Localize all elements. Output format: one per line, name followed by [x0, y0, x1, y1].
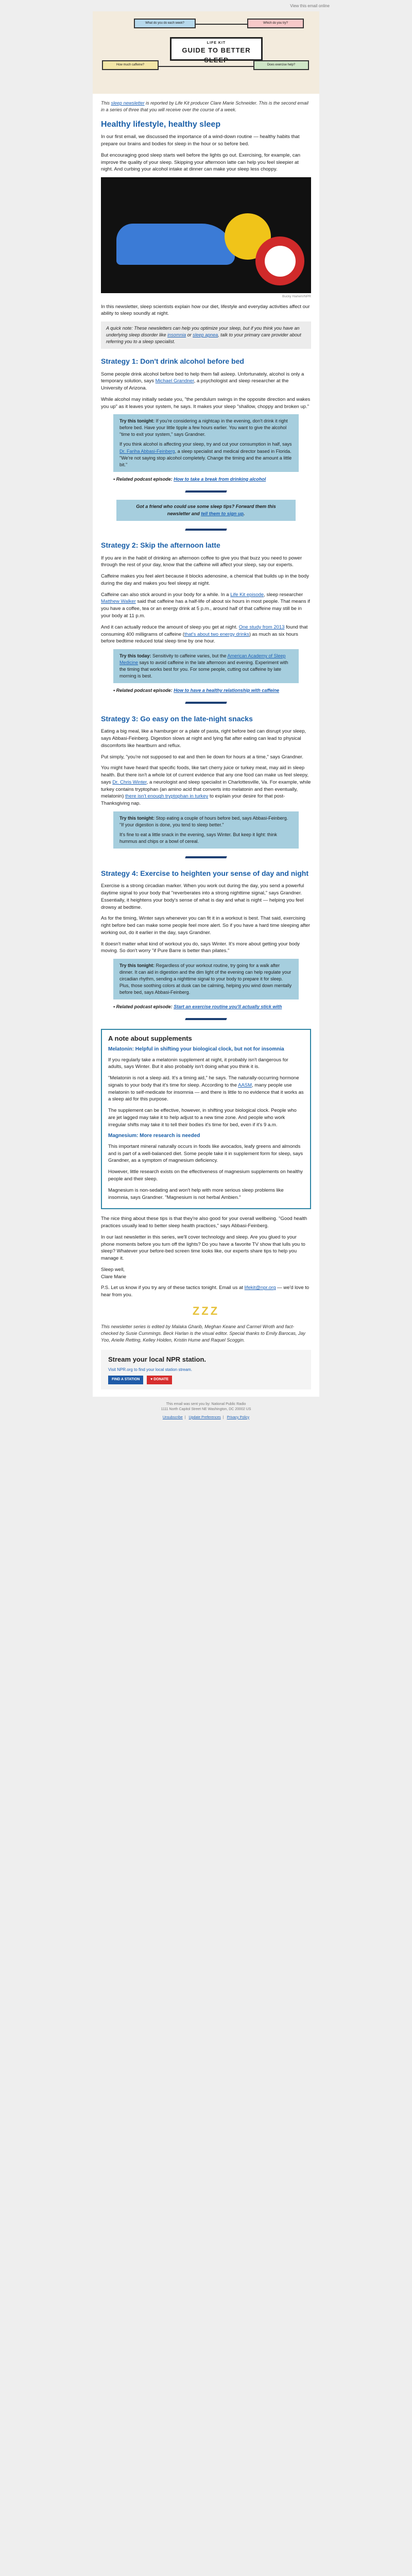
tip-box: Try this tonight: If you're considering a nightcap in the evening, don't drink it right before bed. Have your little tipple a few hours earlier. You want to give the alcohol "time to exit your system," says Grandner. If you think alcohol is affecting your sleep, try and cut your consumption in half, says Dr. Fariha Abbasi-Feinberg, a sleep specialist and medical director based in Florida. "We're not saying stop alcohol completely. Change the timing and the amount a little bit." — [113, 414, 299, 471]
matthew-walker-link[interactable]: Matthew Walker — [101, 599, 136, 605]
view-online-link[interactable]: View this email online — [290, 4, 330, 8]
guide-logo — [170, 37, 263, 64]
donate-button[interactable]: ♥ DONATE — [147, 1376, 172, 1384]
unsubscribe-link[interactable]: Unsubscribe — [162, 1415, 183, 1419]
sneaker-shape — [116, 224, 235, 265]
paragraph: Caffeine makes you feel alert because it blocks adenosine, a chemical that builds up in the body during the day and makes you feel sleepy at night. — [101, 573, 309, 586]
sleep-newsletter-link[interactable]: sleep newsletter — [111, 100, 145, 106]
footer-sender: This email was sent you by: National Public Radio — [166, 1402, 246, 1406]
tryptophan-link[interactable]: there isn't enough tryptophan in turkey — [125, 793, 209, 800]
supplements-title: A note about supplements — [108, 1035, 192, 1043]
chris-winter-link[interactable]: Dr. Chris Winter — [112, 779, 147, 785]
tip-box: Try this today: Sensitivity to caffeine varies, but the American Academy of Sleep Medicine says to avoid caffeine in the late afternoon and evening. Experiment with the timing that works best for you. For some people, cutting out caffeine by late morning is best. — [113, 649, 299, 683]
quick-note: A quick note: These newsletters can help you optimize your sleep, but if you think you have an underlying sleep disorder like insomnia or sleep apnea, talk to your primary care provider about referring you to a sleep specialist. — [101, 321, 311, 349]
divider — [101, 488, 311, 495]
magnesium-heading: Magnesium: More research is needed — [108, 1133, 200, 1139]
header-box-4: Does exercise help? — [253, 60, 309, 70]
arrow-connector — [196, 24, 247, 25]
paragraph: This important mineral naturally occurs in foods like avocados, leafy greens and almonds and is part of a well-balanced diet. Some people take it in supplement form for sleep, says Grandner, as a symptom of magnesium deficiency. — [108, 1143, 303, 1164]
top-bar — [0, 0, 412, 11]
related-episode-link[interactable]: Start an exercise routine you'll actually stick with — [174, 1004, 282, 1010]
paragraph: In this newsletter, sleep scientists explain how our diet, lifestyle and everyday activities affect our ability to sleep soundly at night. — [101, 303, 310, 317]
paragraph: If you are in the habit of drinking an afternoon coffee to give you that buzz you need to power through the rest of your day, know that the caffeine will affect your sleep, say our experts. — [101, 555, 302, 568]
paragraph: In our first email, we discussed the importance of a wind-down routine — healthy habits that prepare our brains and bodies for sleep in the hour or so before bed. — [101, 134, 300, 147]
paragraph: In our last newsletter in this series, we'll cover technology and sleep. Are you glued to your phone moments before you turn off the lights? Do you have a favorite TV show that lulls you to sleep? Whatever your before-bed screen time looks like, our experts share tips to help you manage it. — [101, 1234, 305, 1262]
arrow-connector — [159, 66, 253, 67]
paragraph: And it can actually reduce the amount of sleep you get at night. One study from 2013 found that consuming 400 milligrams of caffeine (that's about two energy drinks) as much as six hours before bedtime reduced total sleep time by one hour. — [101, 624, 308, 645]
insomnia-link[interactable]: insomnia — [167, 332, 186, 338]
clock-face-shape — [265, 246, 296, 277]
share-banner: Got a friend who could use some sleep tips? Forward them this newsletter and tell them to sign up. — [116, 500, 296, 520]
paragraph: It doesn't matter what kind of workout you do, says Winter. It's more about getting your body moving. So don't worry "if Pure Barre is better than pilates." — [101, 941, 300, 954]
divider — [101, 1015, 311, 1023]
tip-box: Try this tonight: Stop eating a couple of hours before bed, says Abbasi-Feinberg. "If your digestion is done, you tend to sleep better." It's fine to eat a little snack in the evening, says Winter. But keep it light: think hummus and chips or a bowl of cereal. — [113, 811, 299, 849]
paragraph: While alcohol may initially sedate you, "the pendulum swings in the opposite direction and wakes you up" as it leaves your system, he says. It makes your sleep "shallow, choppy and broken up." — [101, 396, 311, 410]
email-body — [93, 11, 319, 1397]
station-title: Stream your local NPR station. — [108, 1355, 206, 1363]
intro-text: This sleep newsletter is reported by Life Kit producer Clare Marie Schneider. This is the second email in a series of three that you will receive over the course of a week. — [101, 100, 308, 113]
zzz-icon: ZZZ — [192, 1304, 220, 1317]
sign-up-link[interactable]: tell them to sign up — [201, 511, 244, 516]
header-box-2: Which do you try? — [247, 19, 304, 28]
divider — [101, 526, 311, 533]
logo-brand: LIFE KIT — [207, 41, 226, 45]
postscript: P.S. Let us know if you try any of these tactics tonight. Email us at lifekit@npr.org — we'd love to hear from you. — [101, 1285, 310, 1298]
strategy-3-title: Strategy 3: Go easy on the late-night snacks — [101, 715, 253, 723]
michael-grandner-link[interactable]: Michael Grandner — [155, 378, 194, 384]
strategy-1-title: Strategy 1: Don't drink alcohol before bed — [101, 357, 244, 366]
paragraph: However, little research exists on the effectiveness of magnesium supplements on healthy people and their sleep. — [108, 1169, 303, 1182]
paragraph: Put simply, "you're not supposed to eat and then lie down for hours at a time," says Grandner. — [101, 754, 303, 760]
abbasi-feinberg-link[interactable]: Dr. Fariha Abbasi-Feinberg — [119, 448, 175, 454]
paragraph: As for the timing, Winter says whenever you can fit it in a workout is best. That said, exercising right before bed can make some people feel more alert. So if you have a hard time sleeping after working out, do it earlier in the day, says Grandner. — [101, 916, 311, 936]
energy-drinks-link[interactable]: that's about two energy drinks — [184, 631, 249, 637]
paragraph: Eating a big meal, like a hamburger or a plate of pasta, right before bed can disrupt your sleep, says Abbasi-Feinberg. Digestion slows at night and lying flat after eating can lead to physical discomforts like heartburn and reflux. — [101, 728, 306, 749]
paragraph: The nice thing about these tips is that they're also good for your overall wellbeing. "Good health practices usually lead to better sleep health practices," says Abbasi-Feinberg. — [101, 1216, 307, 1229]
paragraph: Exercise is a strong circadian marker. When you work out during the day, you send a powerful daytime signal to your body that "reverberates into a strong nighttime signal," says Grandner. Essentially, it heightens your body's sense of what is day and what is night — helping you feel drowsy at bedtime. — [101, 883, 304, 910]
paragraph: Caffeine can also stick around in your body for a while. In a Life Kit episode, sleep researcher Matthew Walker said that caffeine has a half-life of about six hours in most people. That means if you have a coffee, tea or an energy drink at 5 p.m., around half of that caffeine may still be in your body at 11 p.m. — [101, 591, 310, 619]
strategy-2-title: Strategy 2: Skip the afternoon latte — [101, 541, 220, 550]
divider — [101, 854, 311, 861]
header-box-3: How much caffeine? — [102, 60, 159, 70]
credits: This newsletter series is edited by Malaka Gharib, Meghan Keane and Carmel Wroth and fact-checked by Susie Cummings. Beck Harlan is the visual editor. Special thanks to Emily Barocas, Jay Yoo, Arielle Retting, Kelley Holden, Kristin Hume and Raquel Scoggin. — [101, 1324, 305, 1343]
section-title-healthy: Healthy lifestyle, healthy sleep — [101, 120, 221, 129]
paragraph: Some people drink alcohol before bed to help them fall asleep. Unfortunately, alcohol is only a temporary solution, says Michael Grandner, a psychologist and sleep researcher at the University of Arizona. — [101, 371, 304, 392]
station-subtitle: Visit NPR.org to find your local station stream. — [108, 1367, 193, 1372]
paragraph: You might have heard that specific foods, like tart cherry juice or turkey meat, may aid in sleep health. But there isn't a whole lot of current evidence that any one food can make us feel sleepy, says Dr. Chris Winter, a neurologist and sleep specialist in Charlottesville, Va. For example, while turkey contains tryptophan (an amino acid that converts into melatonin and then eventually, melatonin) there isn't enough tryptophan in turkey to explain your desire for that post-Thanksgiving nap. — [101, 765, 311, 807]
paragraph: But encouraging good sleep starts well before the lights go out. Exercising, for example, can improve the quality of your sleep. Skipping your afternoon latte can help you feel sleepier at night. And curbing your alcohol intake at dinner can make your sleep less choppy. — [101, 152, 301, 173]
melatonin-heading: Melatonin: Helpful in shifting your biological clock, but not for insomnia — [108, 1046, 284, 1053]
related-episode-link[interactable]: How to have a healthy relationship with caffeine — [174, 688, 280, 693]
footer-links: Unsubscribe | Update Preferences | Privacy Policy — [162, 1415, 250, 1419]
find-station-button[interactable]: FIND A STATION — [108, 1376, 143, 1384]
paragraph: Magnesium is non-sedating and won't help with more serious sleep problems like insomnia, says Grandner. "Magnesium is not herbal Ambien." — [108, 1187, 284, 1200]
privacy-policy-link[interactable]: Privacy Policy — [227, 1415, 250, 1419]
aasm-link[interactable]: American Academy of Sleep Medicine — [119, 653, 286, 666]
strategy-4-title: Strategy 4: Exercise to heighten your sense of day and night — [101, 869, 308, 877]
divider — [101, 699, 311, 706]
aasm-link[interactable]: AASM — [238, 1082, 252, 1088]
tip-box: Try this tonight: Regardless of your workout routine, try going for a walk after dinner. It can aid in digestion and the dim light of the evening can help regulate your circadian rhythm, sending a nighttime signal to your body to prepare it for sleep. Plus, those soothing colors at dusk can be calming, helping you wind down mentally before bed, says Abbasi-Feinberg. — [113, 959, 299, 999]
related-episode: • Related podcast episode: How to have a healthy relationship with caffeine — [113, 688, 280, 693]
header-box-1: What do you do each week? — [134, 19, 196, 28]
related-episode: • Related podcast episode: Start an exercise routine you'll actually stick with — [113, 1004, 282, 1010]
logo-title: GUIDE TO BETTER SLEEP — [182, 46, 251, 64]
footer-address: 1111 North Capitol Street NE Washington, DC 20002 US — [161, 1407, 251, 1411]
study-2013-link[interactable]: One study from 2013 — [238, 624, 285, 630]
supplements-box — [101, 1029, 311, 1209]
station-banner — [101, 1350, 311, 1389]
life-kit-episode-link[interactable]: Life Kit episode — [230, 591, 264, 598]
paragraph: "Melatonin is not a sleep aid. It's a timing aid," he says. The naturally-occurring hormone signals to your body that it's time for sleep. According to the AASM, many people use melatonin to self-medicate for insomnia — and there is little to no evidence that it works as a sleep aid for this purpose. — [108, 1075, 304, 1103]
related-episode: • Related podcast episode: How to take a break from drinking alcohol — [113, 476, 266, 482]
sleep-apnea-link[interactable]: sleep apnea — [193, 332, 218, 338]
shoe-and-clocks-photo — [101, 177, 311, 293]
related-episode-link[interactable]: How to take a break from drinking alcohol — [174, 476, 266, 482]
update-preferences-link[interactable]: Update Preferences — [188, 1415, 221, 1419]
paragraph: The supplement can be effective, however, in shifting your biological clock. People who are jet lagged may take it to help adjust to a new time zone. And people who work irregular shifts may take it to tell their bodies it's time for bed, even if it's 9 a.m. — [108, 1108, 297, 1128]
footer — [93, 1397, 319, 1431]
email-link[interactable]: lifekit@npr.org — [244, 1285, 276, 1291]
signoff: Sleep well, Clare Marie — [101, 1266, 127, 1280]
paragraph: If you regularly take a melatonin supplement at night, it probably isn't dangerous for adults, says Winter. But it also probably isn't doing what you think it is. — [108, 1057, 288, 1070]
header-illustration — [93, 11, 319, 94]
photo-credit: Bucky Harlem/NPR — [282, 295, 311, 299]
